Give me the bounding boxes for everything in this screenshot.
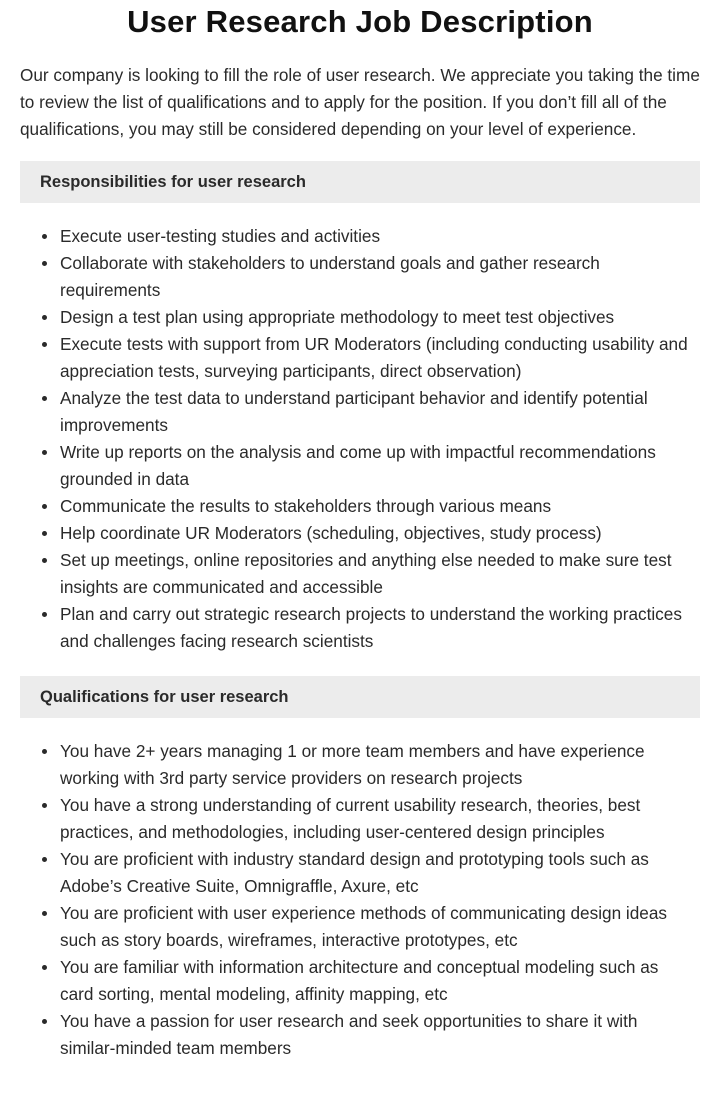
list-item: Communicate the results to stakeholders through various means: [60, 493, 700, 520]
page-title: User Research Job Description: [127, 4, 593, 39]
list-item: Design a test plan using appropriate methodology to meet test objectives: [60, 304, 700, 331]
list-item: You have a passion for user research and seek opportunities to share it with similar-minded team members: [60, 1008, 700, 1062]
list-item: Execute tests with support from UR Moderators (including conducting usability and appreciation tests, surveying participants, direct observation): [60, 331, 700, 385]
list-item: You are proficient with industry standard design and prototyping tools such as Adobe’s Creative Suite, Omnigraffle, Axure, etc: [60, 846, 700, 900]
qualifications-list: [20, 738, 700, 1062]
list-item: Plan and carry out strategic research projects to understand the working practices and challenges facing research scientists: [60, 601, 700, 655]
list-item: Collaborate with stakeholders to understand goals and gather research requirements: [60, 250, 700, 304]
list-item: You have 2+ years managing 1 or more team members and have experience working with 3rd party service providers on research projects: [60, 738, 700, 792]
responsibilities-list: [20, 223, 700, 655]
qualifications-heading: Qualifications for user research: [20, 676, 700, 718]
list-item: Analyze the test data to understand participant behavior and identify potential improvements: [60, 385, 700, 439]
list-item: You have a strong understanding of current usability research, theories, best practices, and methodologies, including user-centered design principles: [60, 792, 700, 846]
list-item: You are familiar with information architecture and conceptual modeling such as card sorting, mental modeling, affinity mapping, etc: [60, 954, 700, 1008]
list-item: You are proficient with user experience methods of communicating design ideas such as story boards, wireframes, interactive prototypes, etc: [60, 900, 700, 954]
list-item: Execute user-testing studies and activities: [60, 223, 700, 250]
list-item: Write up reports on the analysis and come up with impactful recommendations grounded in data: [60, 439, 700, 493]
responsibilities-heading: Responsibilities for user research: [20, 161, 700, 203]
list-item: Help coordinate UR Moderators (scheduling, objectives, study process): [60, 520, 700, 547]
intro-paragraph: Our company is looking to fill the role of user research. We appreciate you taking the time to review the list of qualifications and to apply for the position. If you don’t fill all of the qualifications, you may still be considered depending on your level of experience.: [20, 65, 700, 139]
list-item: Set up meetings, online repositories and anything else needed to make sure test insights are communicated and accessible: [60, 547, 700, 601]
